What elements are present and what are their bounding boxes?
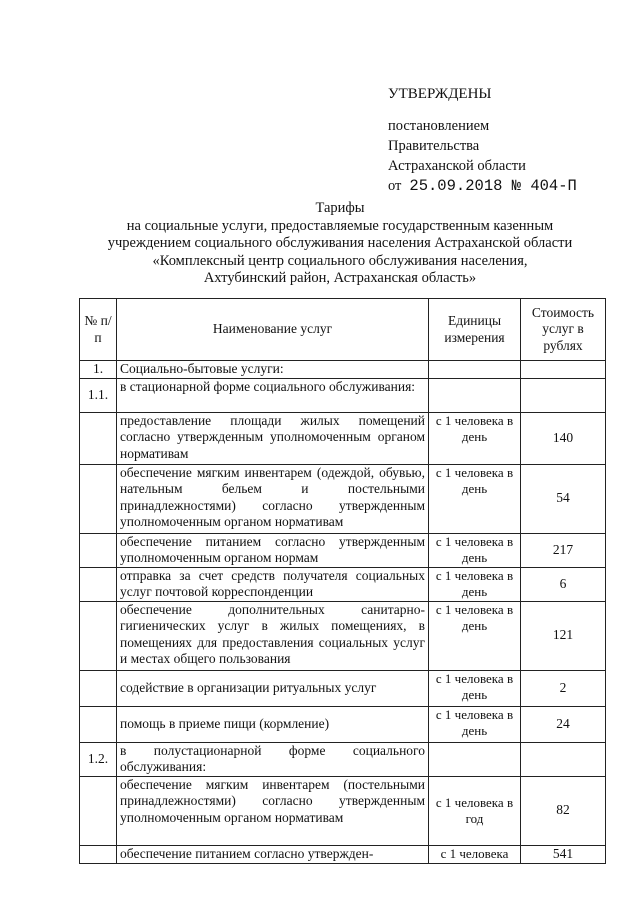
heading-line-1: на социальные услуги, предоставляемые государственным казенным: [126, 217, 554, 234]
row-price: 217: [521, 533, 606, 567]
table-row: [80, 601, 606, 670]
heading-line-2: учреждением социального обслуживания населения Астраханской области: [107, 235, 573, 251]
row-name: предоставление площади жилых помещений согласно утвержденным уполномоченным органом нормативам: [117, 412, 429, 464]
table-row: [80, 706, 606, 742]
approval-from-label: от: [388, 178, 402, 194]
row-unit: с 1 человека в год: [429, 776, 521, 845]
row-num: 1.1.: [80, 378, 117, 412]
row-num: [80, 533, 117, 567]
row-price: [521, 742, 606, 776]
table-row: [80, 845, 606, 863]
row-price: [521, 361, 606, 379]
row-price: 6: [521, 567, 606, 601]
approval-title: УТВЕРЖДЕНЫ: [388, 86, 492, 102]
row-name: в полустационарной форме социального обслуживания:: [117, 742, 429, 776]
row-name: содействие в организации ритуальных услуг: [117, 670, 429, 706]
row-name: обеспечение дополнительных санитарно-гигиенических услуг в жилых помещениях, в помещениях для предоставления социальных услуг и местах общего пользования: [117, 601, 429, 670]
table-row: [80, 464, 606, 533]
table-row: [80, 670, 606, 706]
header-price: Стоимость услуг в рублях: [521, 299, 606, 361]
row-price: 121: [521, 601, 606, 670]
row-num: [80, 567, 117, 601]
tariff-table: [79, 298, 606, 864]
approval-line-1: постановлением: [388, 118, 490, 134]
row-name: в стационарной форме социального обслуживания:: [117, 378, 429, 412]
row-name: обеспечение питанием согласно утвержденным уполномоченным органом нормам: [117, 533, 429, 567]
row-unit: с 1 человека в день: [429, 412, 521, 464]
heading-line-4: Ахтубинский район, Астраханская область»: [203, 270, 477, 286]
row-num: [80, 601, 117, 670]
row-unit: с 1 человека в день: [429, 601, 521, 670]
row-name: обеспечение мягким инвентарем (одеждой, обувью, нательным бельем и постельными принадлежностями) согласно утвержденным уполномоченным органом нормативам: [117, 464, 429, 533]
row-unit: с 1 человека: [429, 845, 521, 863]
row-price: [521, 378, 606, 412]
row-num: 1.: [80, 361, 117, 379]
header-name: Наименование услуг: [117, 299, 429, 361]
table-row: [80, 567, 606, 601]
row-name: обеспечение питанием согласно утвержден-: [117, 845, 429, 863]
header-unit: Единицы измерения: [429, 299, 521, 361]
row-unit: с 1 человека в день: [429, 706, 521, 742]
row-price: 140: [521, 412, 606, 464]
row-price: 24: [521, 706, 606, 742]
row-price: 2: [521, 670, 606, 706]
row-num: [80, 464, 117, 533]
row-num: [80, 706, 117, 742]
row-name: отправка за счет средств получателя социальных услуг почтовой корреспонденции: [117, 567, 429, 601]
row-num: 1.2.: [80, 742, 117, 776]
row-unit: [429, 361, 521, 379]
row-name: помощь в приеме пищи (кормление): [117, 706, 429, 742]
table-row: [80, 533, 606, 567]
table-row: [80, 776, 606, 845]
table-header-row: [80, 299, 606, 361]
approval-stamp: [388, 84, 577, 196]
row-num: [80, 412, 117, 464]
document-heading: [70, 200, 610, 288]
table-row: [80, 742, 606, 776]
row-num: [80, 776, 117, 845]
row-name: обеспечение мягким инвентарем (постельными принадлежностями) согласно утвержденным уполномоченным органом нормативам: [117, 776, 429, 845]
row-num: [80, 670, 117, 706]
row-price: 82: [521, 776, 606, 845]
row-unit: с 1 человека в день: [429, 464, 521, 533]
heading-title: Тарифы: [315, 200, 365, 216]
approval-decree: [388, 176, 577, 196]
table-row: [80, 378, 606, 412]
header-num: № п/п: [80, 299, 117, 361]
row-price: 54: [521, 464, 606, 533]
heading-line-3: «Комплексный центр социального обслуживания населения,: [152, 252, 528, 269]
row-unit: с 1 человека в день: [429, 567, 521, 601]
approval-line-2: Правительства: [388, 138, 480, 154]
row-unit: [429, 378, 521, 412]
approval-line-3: Астраханской области: [388, 158, 526, 174]
row-unit: с 1 человека в день: [429, 533, 521, 567]
row-price: 541: [521, 845, 606, 863]
table-row: [80, 412, 606, 464]
row-unit: с 1 человека в день: [429, 670, 521, 706]
row-unit: [429, 742, 521, 776]
row-num: [80, 845, 117, 863]
decree-number: 25.09.2018 № 404-П: [409, 177, 577, 195]
table-row: [80, 361, 606, 379]
row-name: Социально-бытовые услуги:: [117, 361, 429, 379]
